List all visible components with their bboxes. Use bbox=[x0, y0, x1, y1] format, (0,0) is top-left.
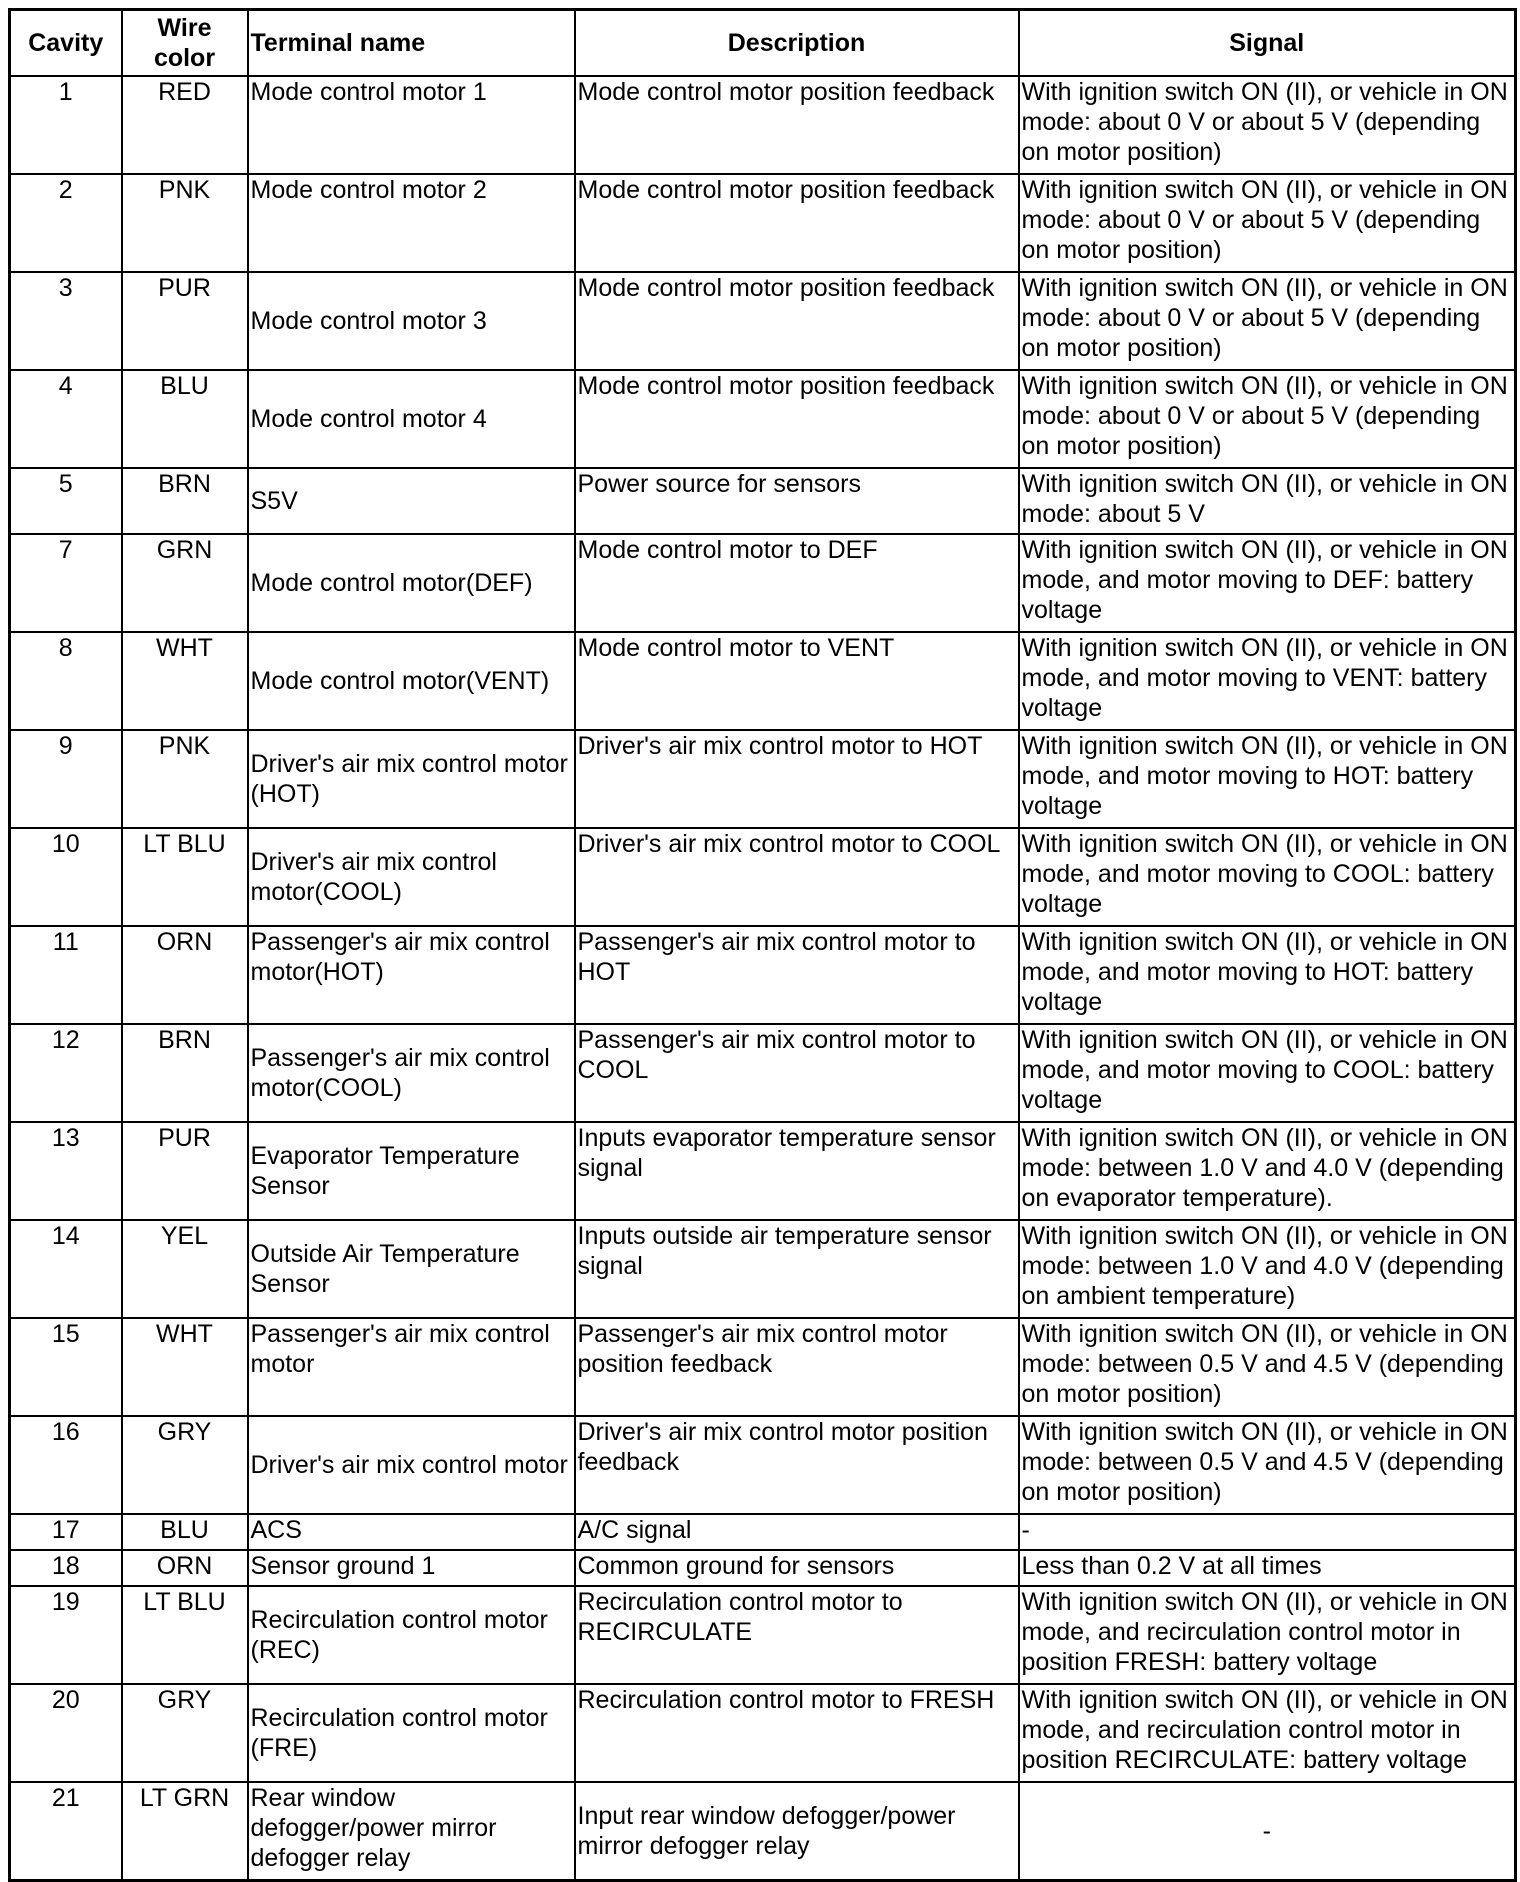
header-wire-color: Wire color bbox=[122, 10, 248, 77]
terminal-table-container bbox=[8, 8, 1517, 1882]
cell-description: A/C signal bbox=[575, 1514, 1019, 1550]
table-row bbox=[10, 926, 1516, 1024]
cell-wire-color: BLU bbox=[122, 1514, 248, 1550]
cell-terminal-name: Mode control motor 1 bbox=[248, 76, 575, 174]
table-row bbox=[10, 1318, 1516, 1416]
cell-signal: With ignition switch ON (II), or vehicle in ON mode, and motor moving to COOL: battery voltage bbox=[1019, 828, 1516, 926]
cell-cavity: 8 bbox=[10, 632, 122, 730]
cell-signal: With ignition switch ON (II), or vehicle in ON mode, and motor moving to VENT: battery voltage bbox=[1019, 632, 1516, 730]
cell-signal: With ignition switch ON (II), or vehicle in ON mode: about 5 V bbox=[1019, 468, 1516, 534]
cell-wire-color: BRN bbox=[122, 1024, 248, 1122]
cell-signal: - bbox=[1019, 1514, 1516, 1550]
cell-description: Common ground for sensors bbox=[575, 1550, 1019, 1586]
cell-terminal-name: Mode control motor 4 bbox=[248, 370, 575, 468]
cell-wire-color: WHT bbox=[122, 1318, 248, 1416]
table-row bbox=[10, 1550, 1516, 1586]
cell-terminal-name: Recirculation control motor (REC) bbox=[248, 1586, 575, 1684]
cell-wire-color: ORN bbox=[122, 926, 248, 1024]
cell-description: Driver's air mix control motor to HOT bbox=[575, 730, 1019, 828]
cell-terminal-name: Mode control motor(VENT) bbox=[248, 632, 575, 730]
cell-terminal-name: Passenger's air mix control motor bbox=[248, 1318, 575, 1416]
table-row bbox=[10, 1514, 1516, 1550]
cell-signal: Less than 0.2 V at all times bbox=[1019, 1550, 1516, 1586]
cell-cavity: 4 bbox=[10, 370, 122, 468]
table-row bbox=[10, 828, 1516, 926]
cell-description: Mode control motor position feedback bbox=[575, 174, 1019, 272]
cell-signal: With ignition switch ON (II), or vehicle in ON mode, and motor moving to HOT: battery voltage bbox=[1019, 730, 1516, 828]
cell-terminal-name: Passenger's air mix control motor(HOT) bbox=[248, 926, 575, 1024]
cell-cavity: 14 bbox=[10, 1220, 122, 1318]
table-row bbox=[10, 1586, 1516, 1684]
cell-signal: With ignition switch ON (II), or vehicle in ON mode, and motor moving to HOT: battery voltage bbox=[1019, 926, 1516, 1024]
cell-signal: With ignition switch ON (II), or vehicle in ON mode: about 0 V or about 5 V (depending on motor position) bbox=[1019, 370, 1516, 468]
cell-description: Mode control motor to VENT bbox=[575, 632, 1019, 730]
table-row bbox=[10, 272, 1516, 370]
cell-signal: With ignition switch ON (II), or vehicle in ON mode, and recirculation control motor in position FRESH: battery voltage bbox=[1019, 1586, 1516, 1684]
cell-terminal-name: Rear window defogger/power mirror defogger relay bbox=[248, 1782, 575, 1881]
cell-description: Driver's air mix control motor position feedback bbox=[575, 1416, 1019, 1514]
table-row bbox=[10, 76, 1516, 174]
terminal-table bbox=[8, 8, 1517, 1882]
cell-cavity: 2 bbox=[10, 174, 122, 272]
cell-description: Driver's air mix control motor to COOL bbox=[575, 828, 1019, 926]
cell-signal: With ignition switch ON (II), or vehicle in ON mode: about 0 V or about 5 V (depending on motor position) bbox=[1019, 272, 1516, 370]
cell-wire-color: YEL bbox=[122, 1220, 248, 1318]
table-row bbox=[10, 632, 1516, 730]
cell-terminal-name: Mode control motor 2 bbox=[248, 174, 575, 272]
cell-terminal-name: Sensor ground 1 bbox=[248, 1550, 575, 1586]
cell-wire-color: ORN bbox=[122, 1550, 248, 1586]
table-row bbox=[10, 534, 1516, 632]
cell-wire-color: BLU bbox=[122, 370, 248, 468]
cell-description: Power source for sensors bbox=[575, 468, 1019, 534]
cell-description: Input rear window defogger/power mirror defogger relay bbox=[575, 1782, 1019, 1881]
cell-wire-color: WHT bbox=[122, 632, 248, 730]
cell-cavity: 15 bbox=[10, 1318, 122, 1416]
cell-signal: With ignition switch ON (II), or vehicle in ON mode: between 0.5 V and 4.5 V (depending on motor position) bbox=[1019, 1318, 1516, 1416]
cell-signal: With ignition switch ON (II), or vehicle in ON mode: about 0 V or about 5 V (depending on motor position) bbox=[1019, 174, 1516, 272]
cell-cavity: 7 bbox=[10, 534, 122, 632]
table-row bbox=[10, 1024, 1516, 1122]
cell-cavity: 16 bbox=[10, 1416, 122, 1514]
cell-wire-color: PNK bbox=[122, 730, 248, 828]
cell-cavity: 21 bbox=[10, 1782, 122, 1881]
cell-cavity: 1 bbox=[10, 76, 122, 174]
cell-description: Mode control motor position feedback bbox=[575, 370, 1019, 468]
cell-cavity: 18 bbox=[10, 1550, 122, 1586]
cell-terminal-name: Passenger's air mix control motor(COOL) bbox=[248, 1024, 575, 1122]
cell-wire-color: LT BLU bbox=[122, 828, 248, 926]
cell-terminal-name: Mode control motor(DEF) bbox=[248, 534, 575, 632]
cell-cavity: 17 bbox=[10, 1514, 122, 1550]
cell-terminal-name: Driver's air mix control motor bbox=[248, 1416, 575, 1514]
cell-cavity: 10 bbox=[10, 828, 122, 926]
cell-wire-color: RED bbox=[122, 76, 248, 174]
cell-terminal-name: S5V bbox=[248, 468, 575, 534]
cell-cavity: 5 bbox=[10, 468, 122, 534]
cell-cavity: 12 bbox=[10, 1024, 122, 1122]
cell-description: Recirculation control motor to RECIRCULATE bbox=[575, 1586, 1019, 1684]
header-signal: Signal bbox=[1019, 10, 1516, 77]
cell-signal: With ignition switch ON (II), or vehicle in ON mode: between 0.5 V and 4.5 V (depending on motor position) bbox=[1019, 1416, 1516, 1514]
cell-cavity: 20 bbox=[10, 1684, 122, 1782]
cell-signal: With ignition switch ON (II), or vehicle in ON mode, and motor moving to DEF: battery voltage bbox=[1019, 534, 1516, 632]
table-row bbox=[10, 1122, 1516, 1220]
cell-description: Recirculation control motor to FRESH bbox=[575, 1684, 1019, 1782]
cell-wire-color: PNK bbox=[122, 174, 248, 272]
table-row bbox=[10, 730, 1516, 828]
header-cavity: Cavity bbox=[10, 10, 122, 77]
cell-terminal-name: Evaporator Temperature Sensor bbox=[248, 1122, 575, 1220]
cell-signal: With ignition switch ON (II), or vehicle in ON mode, and recirculation control motor in position RECIRCULATE: battery voltage bbox=[1019, 1684, 1516, 1782]
cell-wire-color: GRY bbox=[122, 1416, 248, 1514]
cell-description: Inputs outside air temperature sensor signal bbox=[575, 1220, 1019, 1318]
cell-cavity: 13 bbox=[10, 1122, 122, 1220]
cell-wire-color: BRN bbox=[122, 468, 248, 534]
header-row bbox=[10, 10, 1516, 77]
cell-cavity: 19 bbox=[10, 1586, 122, 1684]
cell-wire-color: LT GRN bbox=[122, 1782, 248, 1881]
cell-wire-color: GRN bbox=[122, 534, 248, 632]
cell-signal: - bbox=[1019, 1782, 1516, 1881]
cell-description: Passenger's air mix control motor to HOT bbox=[575, 926, 1019, 1024]
cell-terminal-name: ACS bbox=[248, 1514, 575, 1550]
cell-wire-color: PUR bbox=[122, 1122, 248, 1220]
cell-wire-color: GRY bbox=[122, 1684, 248, 1782]
table-row bbox=[10, 1220, 1516, 1318]
cell-cavity: 9 bbox=[10, 730, 122, 828]
cell-signal: With ignition switch ON (II), or vehicle in ON mode: about 0 V or about 5 V (depending on motor position) bbox=[1019, 76, 1516, 174]
table-row bbox=[10, 370, 1516, 468]
cell-description: Passenger's air mix control motor to COOL bbox=[575, 1024, 1019, 1122]
cell-terminal-name: Driver's air mix control motor (HOT) bbox=[248, 730, 575, 828]
table-row bbox=[10, 468, 1516, 534]
cell-description: Mode control motor position feedback bbox=[575, 76, 1019, 174]
cell-signal: With ignition switch ON (II), or vehicle in ON mode, and motor moving to COOL: battery voltage bbox=[1019, 1024, 1516, 1122]
header-terminal-name: Terminal name bbox=[248, 10, 575, 77]
cell-wire-color: LT BLU bbox=[122, 1586, 248, 1684]
cell-cavity: 11 bbox=[10, 926, 122, 1024]
header-description: Description bbox=[575, 10, 1019, 77]
cell-description: Mode control motor position feedback bbox=[575, 272, 1019, 370]
cell-description: Inputs evaporator temperature sensor signal bbox=[575, 1122, 1019, 1220]
cell-description: Passenger's air mix control motor position feedback bbox=[575, 1318, 1019, 1416]
table-row bbox=[10, 1416, 1516, 1514]
cell-description: Mode control motor to DEF bbox=[575, 534, 1019, 632]
cell-terminal-name: Mode control motor 3 bbox=[248, 272, 575, 370]
cell-cavity: 3 bbox=[10, 272, 122, 370]
table-row bbox=[10, 174, 1516, 272]
cell-terminal-name: Driver's air mix control motor(COOL) bbox=[248, 828, 575, 926]
cell-signal: With ignition switch ON (II), or vehicle in ON mode: between 1.0 V and 4.0 V (depending on ambient temperature) bbox=[1019, 1220, 1516, 1318]
cell-signal: With ignition switch ON (II), or vehicle in ON mode: between 1.0 V and 4.0 V (depending on evaporator temperature). bbox=[1019, 1122, 1516, 1220]
cell-terminal-name: Outside Air Temperature Sensor bbox=[248, 1220, 575, 1318]
cell-wire-color: PUR bbox=[122, 272, 248, 370]
cell-terminal-name: Recirculation control motor (FRE) bbox=[248, 1684, 575, 1782]
table-row bbox=[10, 1684, 1516, 1782]
